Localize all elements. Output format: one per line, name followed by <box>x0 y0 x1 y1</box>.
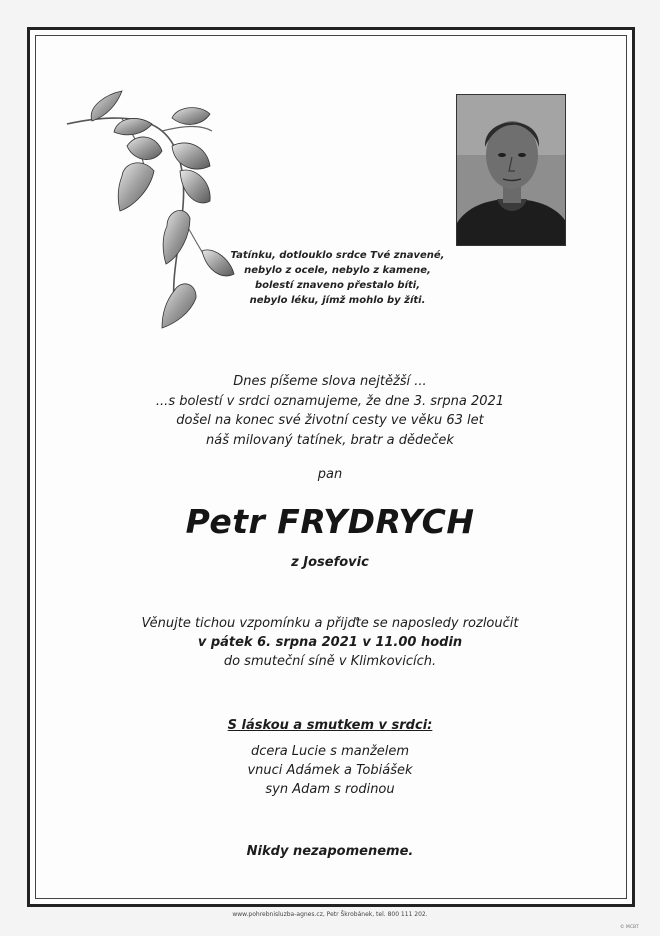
printer-mark: © MCBT <box>620 925 639 930</box>
verse-line: nebylo léku, jímž mohlo by žíti. <box>249 295 426 306</box>
funeral-service-footer: www.pohrebnisluzba-agnes.cz, Petr Škrobánek, tel. 800 111 202. <box>232 911 428 918</box>
verse-line: Tatínku, dotlouklo srdce Tvé znavené, <box>230 250 445 261</box>
ceremony-date-time: v pátek 6. srpna 2021 v 11.00 hodin <box>197 635 463 650</box>
verse-line: nebylo z ocele, nebylo z kamene, <box>244 265 431 276</box>
portrait-photo <box>456 94 566 246</box>
announcement-line: náš milovaný tatínek, bratr a dědeček <box>206 432 454 448</box>
announcement-line: došel na konec své životní cesty ve věku 63 let <box>176 413 484 428</box>
mourner-line: vnuci Adámek a Tobiášek <box>247 763 413 778</box>
mourner-line: dcera Lucie s manželem <box>250 744 410 759</box>
announcement-line: ...s bolestí v srdci oznamujeme, že dne 3. srpna 2021 <box>155 393 505 409</box>
deceased-name: Petr FRYDRYCH <box>185 502 475 541</box>
closing-line: Nikdy nezapomeneme. <box>246 844 414 859</box>
honorific: pan <box>317 467 343 482</box>
hometown: z Josefovic <box>291 555 369 570</box>
verse-line: bolestí znaveno přestalo bíti, <box>254 280 421 291</box>
announcement-text <box>40 372 620 450</box>
ceremony-details <box>40 614 620 671</box>
announcement-line: Dnes píšeme slova nejtěžší ... <box>233 374 427 389</box>
ceremony-invitation: Věnujte tichou vzpomínku a přijďte se naposledy rozloučit <box>141 616 519 631</box>
mourners-list <box>40 742 620 799</box>
mourner-line: syn Adam s rodinou <box>265 782 395 797</box>
ceremony-location: do smuteční síně v Klimkovicích. <box>223 654 437 669</box>
memorial-verse <box>215 248 460 308</box>
mourners-heading: S láskou a smutkem v srdci: <box>227 718 433 733</box>
